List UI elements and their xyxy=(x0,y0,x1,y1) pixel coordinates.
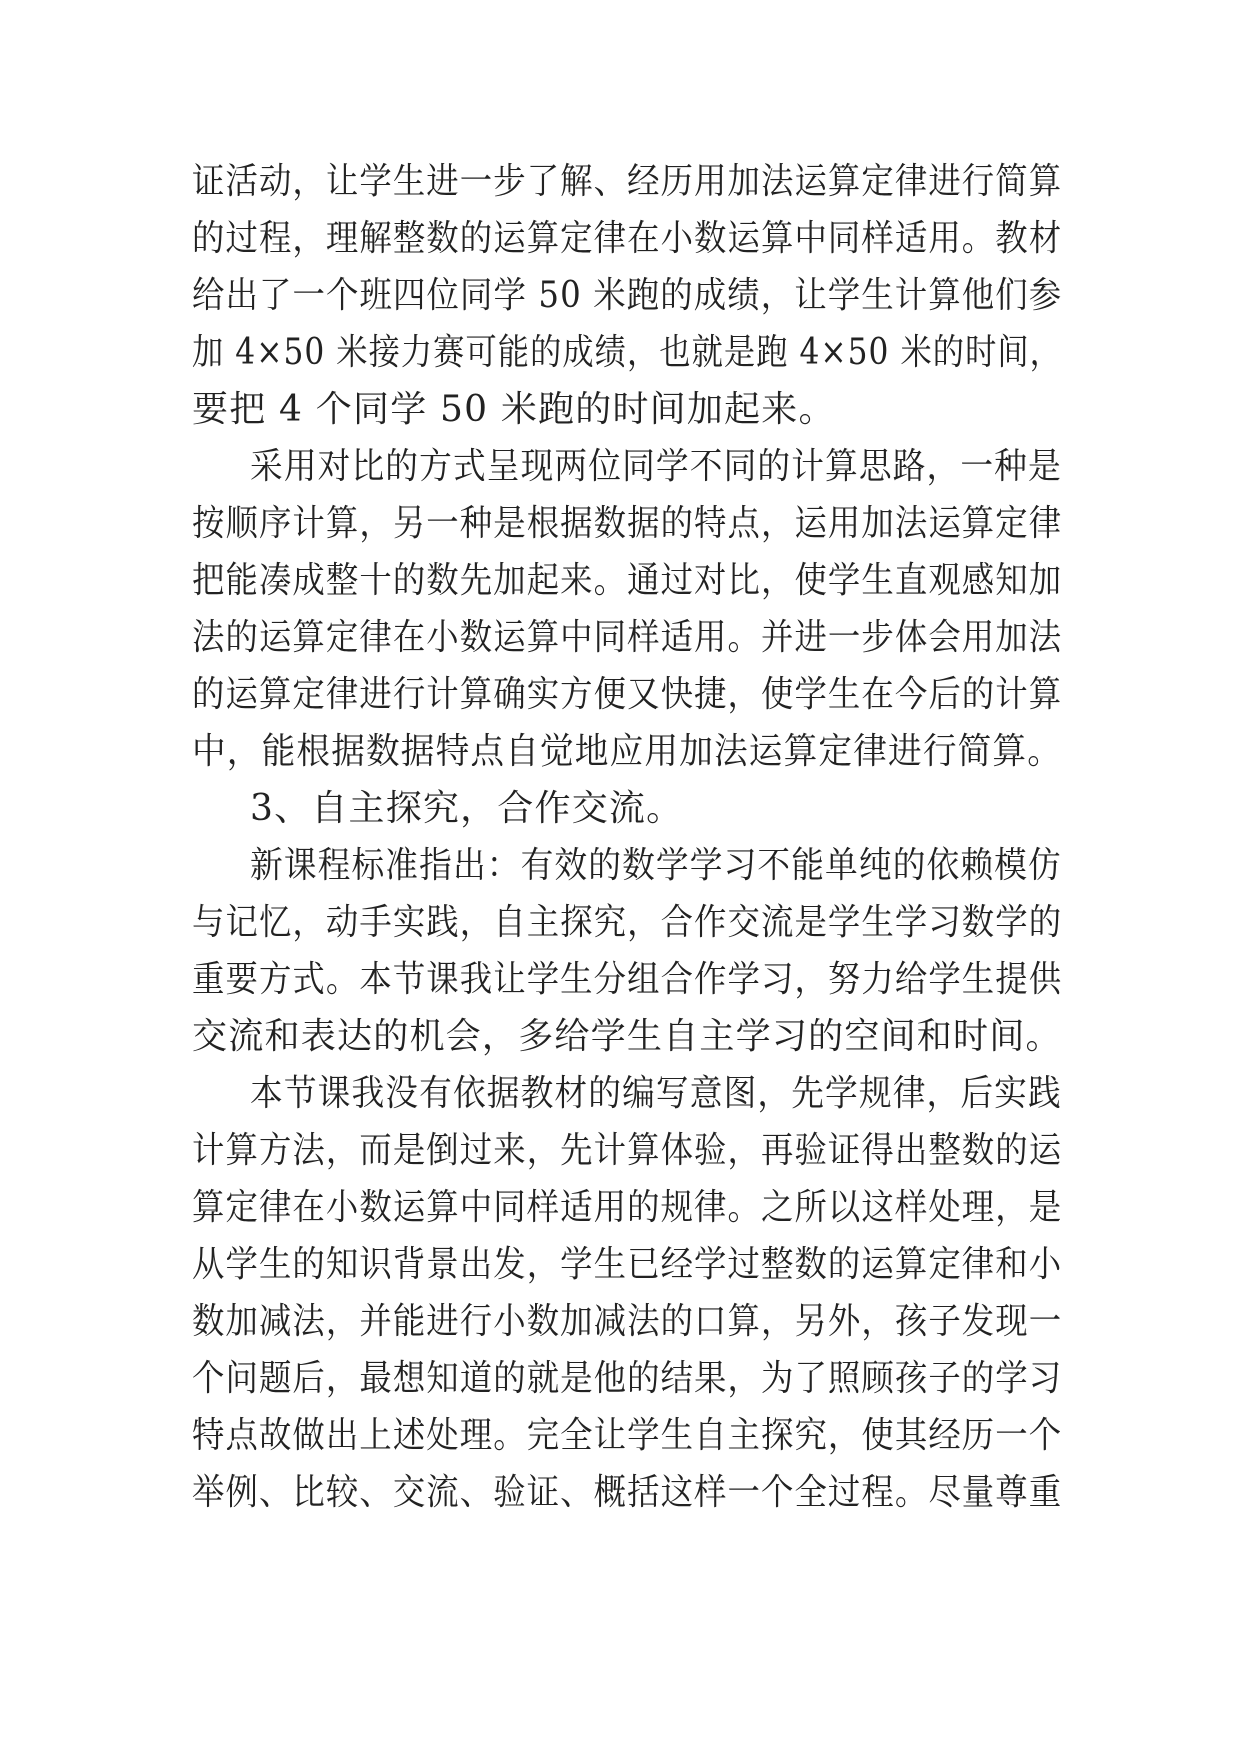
text-line: 的运算定律进行计算确实方便又快捷，使学生在今后的计算 xyxy=(192,674,1063,715)
text-line: 个问题后，最想知道的就是他的结果，为了照顾孩子的学习 xyxy=(192,1358,1063,1399)
text-line: 数加减法，并能进行小数加减法的口算，另外，孩子发现一 xyxy=(192,1301,1063,1342)
text-line: 交流和表达的机会，多给学生自主学习的空间和时间。 xyxy=(192,1016,1062,1057)
text-line: 举例、比较、交流、验证、概括这样一个全过程。尽量尊重 xyxy=(192,1472,1063,1513)
text-line: 本节课我没有依据教材的编写意图，先学规律，后实践 xyxy=(250,1073,1062,1114)
text-line: 按顺序计算，另一种是根据数据的特点，运用加法运算定律 xyxy=(192,503,1063,544)
text-line: 中，能根据数据特点自觉地应用加法运算定律进行简算。 xyxy=(192,731,1063,772)
text-line: 计算方法，而是倒过来，先计算体验，再验证得出整数的运 xyxy=(192,1130,1063,1171)
text-line: 证活动，让学生进一步了解、经历用加法运算定律进行简算 xyxy=(192,161,1063,202)
text-line: 与记忆，动手实践，自主探究，合作交流是学生学习数学的 xyxy=(192,902,1063,943)
text-line: 法的运算定律在小数运算中同样适用。并进一步体会用加法 xyxy=(192,617,1063,658)
text-line: 加 4×50 米接力赛可能的成绩，也就是跑 4×50 米的时间， xyxy=(192,332,1062,373)
text-line: 特点故做出上述处理。完全让学生自主探究，使其经历一个 xyxy=(192,1415,1063,1456)
text-line: 要把 4 个同学 50 米跑的时间加起来。 xyxy=(192,389,836,430)
text-line: 重要方式。本节课我让学生分组合作学习，努力给学生提供 xyxy=(192,959,1063,1000)
text-line: 从学生的知识背景出发，学生已经学过整数的运算定律和小 xyxy=(192,1244,1063,1285)
text-line: 给出了一个班四位同学 50 米跑的成绩，让学生计算他们参 xyxy=(192,275,1063,316)
text-line: 的过程，理解整数的运算定律在小数运算中同样适用。教材 xyxy=(192,218,1063,259)
section-heading: 3、自主探究，合作交流。 xyxy=(250,788,684,829)
text-line: 把能凑成整十的数先加起来。通过对比，使学生直观感知加 xyxy=(192,560,1063,601)
text-line: 算定律在小数运算中同样适用的规律。之所以这样处理，是 xyxy=(192,1187,1063,1228)
text-line: 新课程标准指出：有效的数学学习不能单纯的依赖模仿 xyxy=(250,845,1062,886)
text-line: 采用对比的方式呈现两位同学不同的计算思路，一种是 xyxy=(250,446,1062,487)
